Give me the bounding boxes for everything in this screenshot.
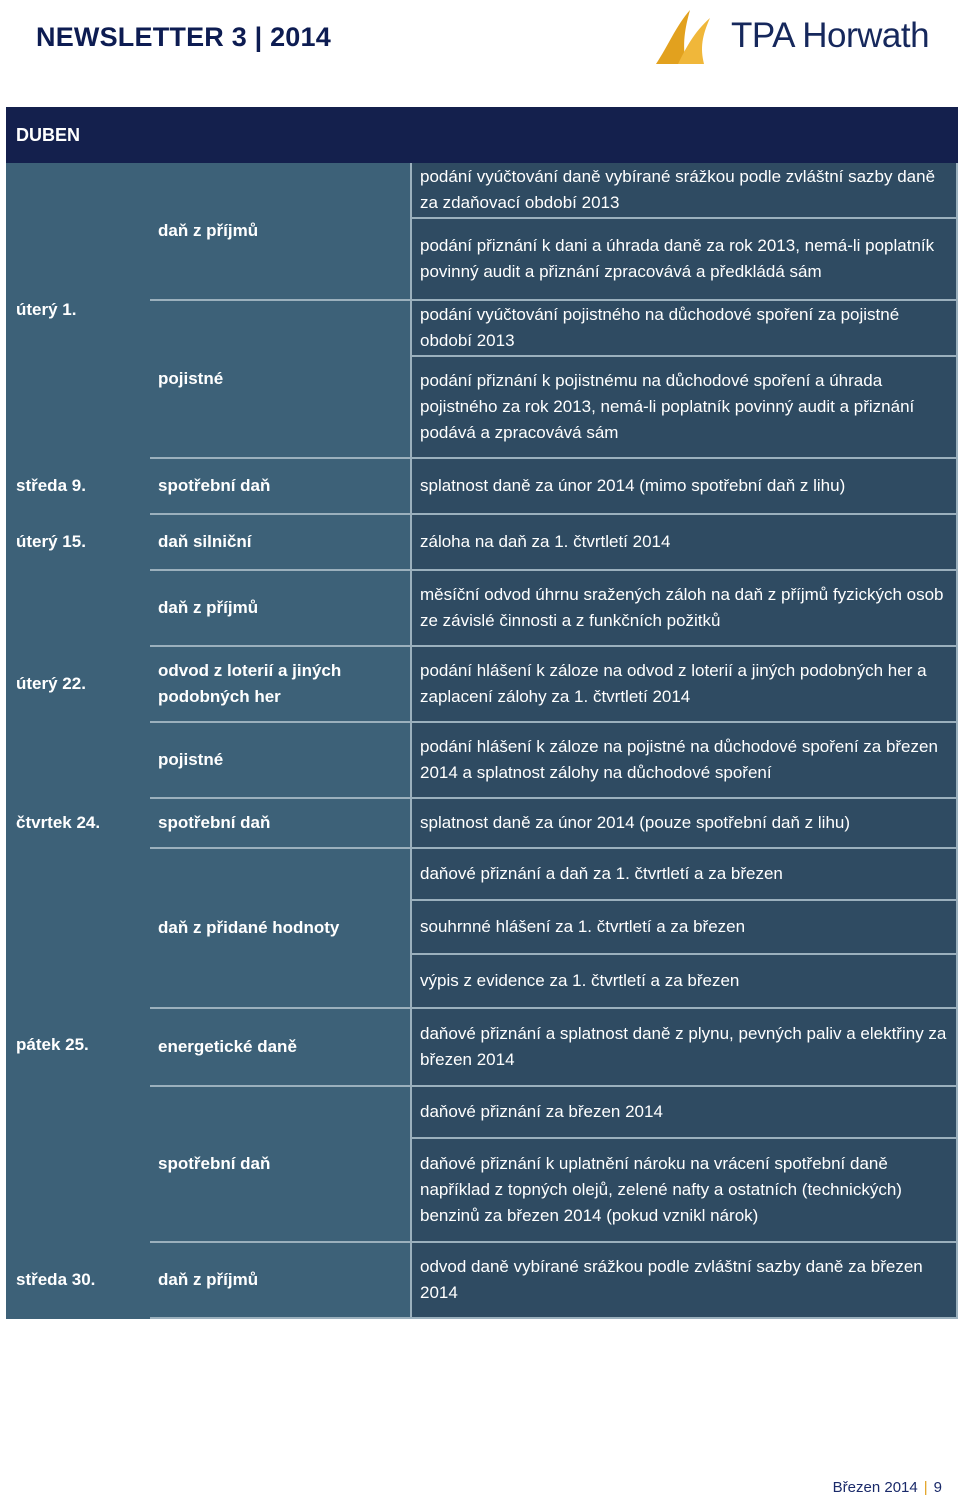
description-cell: splatnost daně za únor 2014 (mimo spotřební daň z lihu) [411, 458, 957, 514]
table-row [7, 514, 957, 570]
category-cell: spotřební daň [149, 798, 411, 848]
tax-calendar-table [6, 107, 958, 1319]
table-row [7, 798, 957, 848]
day-cell: středa 9. [7, 458, 149, 514]
logo-text: TPA Horwath [731, 16, 930, 55]
category-cell: daň z příjmů [149, 1242, 411, 1318]
table-row [7, 1242, 957, 1318]
description-cell: daňové přiznání a splatnost daně z plynu, pevných paliv a elektřiny za březen 2014 [411, 1008, 957, 1086]
category-cell: pojistné [149, 722, 411, 798]
category-cell: spotřební daň [149, 458, 411, 514]
description-cell: podání přiznání k dani a úhrada daně za rok 2013, nemá-li poplatník povinný audit a přiznání zpracovává a předkládá sám [411, 218, 957, 300]
day-cell: středa 30. [7, 1242, 149, 1318]
category-cell: daň z příjmů [149, 162, 411, 300]
category-cell: daň silniční [149, 514, 411, 570]
description-cell: podání hlášení k záloze na odvod z loterií a jiných podobných her a zaplacení zálohy za 1. čtvrtletí 2014 [411, 646, 957, 722]
description-cell: souhrnné hlášení za 1. čtvrtletí a za březen [411, 900, 957, 954]
footer-month: Březen 2014 [832, 1479, 918, 1496]
page-footer [833, 1479, 942, 1496]
table-row [7, 162, 957, 218]
day-cell: pátek 25. [7, 848, 149, 1242]
description-cell: výpis z evidence za 1. čtvrtletí a za březen [411, 954, 957, 1008]
description-cell: daňové přiznání a daň za 1. čtvrtletí a za březen [411, 848, 957, 900]
tpa-horwath-logo [652, 4, 956, 68]
newsletter-title: NEWSLETTER 3 | 2014 [36, 22, 331, 52]
category-cell: pojistné [149, 300, 411, 458]
description-cell: podání hlášení k záloze na pojistné na důchodové spoření za březen 2014 a splatnost zálohy na důchodové spoření [411, 722, 957, 798]
table-row [7, 570, 957, 646]
page-number: 9 [933, 1479, 942, 1496]
day-cell: čtvrtek 24. [7, 798, 149, 848]
description-cell: splatnost daně za únor 2014 (pouze spotřební daň z lihu) [411, 798, 957, 848]
logo-mark-icon [652, 4, 722, 68]
description-cell: daňové přiznání k uplatnění nároku na vrácení spotřební daně například z topných olejů, zelené nafty a ostatních (technických) benzinů za březen 2014 (pokud vznikl nárok) [411, 1138, 957, 1242]
table-row [7, 458, 957, 514]
category-cell: daň z přidané hodnoty [149, 848, 411, 1008]
month-label: DUBEN [7, 108, 149, 162]
category-cell: spotřební daň [149, 1086, 411, 1242]
table-row [7, 848, 957, 900]
description-cell: podání přiznání k pojistnému na důchodové spoření a úhrada pojistného za rok 2013, nemá-li poplatník povinný audit a přiznání podává a zpracovává sám [411, 356, 957, 458]
day-cell: úterý 22. [7, 570, 149, 798]
day-cell: úterý 1. [7, 162, 149, 458]
description-cell: daňové přiznání za březen 2014 [411, 1086, 957, 1138]
description-cell: podání vyúčtování pojistného na důchodové spoření za pojistné období 2013 [411, 300, 957, 356]
table-row [7, 722, 957, 798]
description-cell: měsíční odvod úhrnu sražených záloh na daň z příjmů fyzických osob ze závislé činnosti a z funkčních požitků [411, 570, 957, 646]
table-row [7, 646, 957, 722]
footer-separator: | [923, 1479, 928, 1496]
description-cell: záloha na daň za 1. čtvrtletí 2014 [411, 514, 957, 570]
day-cell: úterý 15. [7, 514, 149, 570]
category-cell: energetické daně [149, 1008, 411, 1086]
table-row [7, 1086, 957, 1138]
category-cell: daň z příjmů [149, 570, 411, 646]
table-row [7, 1008, 957, 1086]
month-row [7, 108, 957, 162]
description-cell: odvod daně vybírané srážkou podle zvláštní sazby daně za březen 2014 [411, 1242, 957, 1318]
category-cell: odvod z loterií a jiných podobných her [149, 646, 411, 722]
description-cell: podání vyúčtování daně vybírané srážkou podle zvláštní sazby daně za zdaňovací období 2013 [411, 162, 957, 218]
table-row [7, 300, 957, 356]
